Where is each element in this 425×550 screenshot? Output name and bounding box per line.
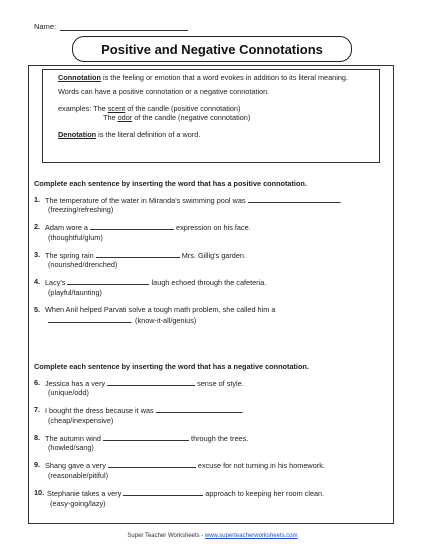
answer-blank[interactable]	[248, 195, 340, 203]
question-3: 3. The spring rain Mrs. Gillig's garden. (nourished/drenched)	[34, 249, 246, 270]
name-field[interactable]	[34, 22, 188, 31]
question-7: 7. I bought the dress because it was . (cheap/inexpensive)	[34, 405, 244, 425]
question-6: 6. Jessica has a very sense of style. (unique/odd)	[34, 377, 244, 398]
footer: Super Teacher Worksheets - www.superteacherworksheets.com	[127, 533, 298, 539]
page-title: Positive and Negative Connotations	[72, 36, 352, 62]
positive-section	[34, 179, 390, 332]
question-4: 4. Lacy's laugh echoed through the cafeteria. (playful/taunting)	[34, 277, 267, 297]
connotation-definition: Connotation is the feeling or emotion that a word evokes in addition to its literal meaning.	[58, 73, 348, 82]
positive-instruction: Complete each sentence by inserting the word that has a positive connotation.	[34, 179, 307, 188]
question-8: 8. The autumn wind through the trees. (howled/sang)	[34, 432, 249, 453]
answer-blank[interactable]	[90, 222, 174, 230]
question-5: 5. When Anil helped Parvati solve a tough math problem, she called him a . (know-it-all/genius)	[34, 304, 276, 325]
footer-brand: Super Teacher Worksheets	[127, 533, 200, 539]
question-9: 9. Shang gave a very excuse for not turning in his homework. (reasonable/pitiful)	[34, 460, 325, 480]
name-label: Name:	[34, 22, 57, 31]
question-1: 1. The temperature of the water in Miranda's swimming pool was . (freezing/refreshing)	[34, 194, 342, 215]
answer-blank[interactable]	[67, 277, 149, 285]
example-negative: The odor of the candle (negative connotation)	[103, 113, 251, 123]
question-2: 2. Adam wore a expression on his face. (thoughtful/glum)	[34, 222, 251, 242]
definition-box	[42, 69, 380, 163]
footer-link[interactable]: www.superteacherworksheets.com	[204, 533, 298, 539]
intro-text: Words can have a positive connotation or a negative connotation.	[58, 87, 270, 97]
examples	[58, 104, 364, 123]
answer-blank[interactable]	[108, 460, 196, 468]
answer-blank[interactable]	[96, 250, 180, 258]
example-positive: examples: The scent of the candle (positive connotation)	[58, 103, 241, 113]
name-line[interactable]	[60, 23, 188, 31]
negative-instruction: Complete each sentence by inserting the word that has a negative connotation.	[34, 362, 309, 371]
denotation-definition: Denotation is the literal definition of a word.	[58, 129, 201, 139]
answer-blank[interactable]	[48, 315, 131, 323]
answer-blank[interactable]	[103, 433, 189, 441]
question-10: 10. Stephanie takes a very approach to keeping her room clean. (easy-going/lazy)	[34, 487, 325, 508]
answer-blank[interactable]	[123, 488, 203, 496]
answer-blank[interactable]	[156, 405, 242, 413]
negative-section	[34, 362, 390, 515]
answer-blank[interactable]	[107, 378, 195, 386]
